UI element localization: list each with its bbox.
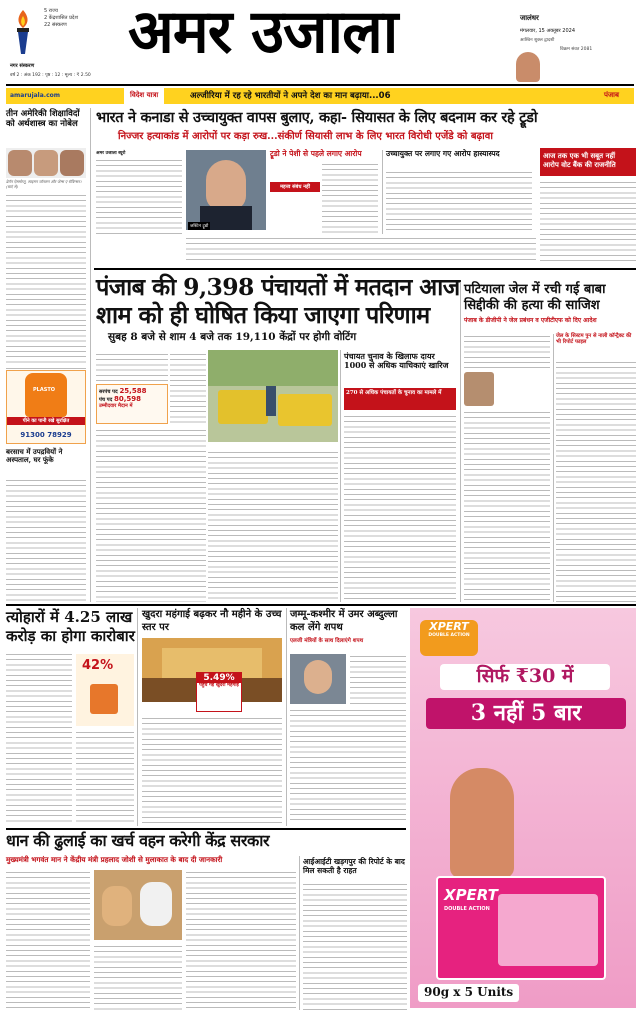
site-link[interactable]: amarujala.com — [10, 92, 61, 99]
masthead — [0, 0, 640, 86]
trudeau-caption: जस्टिन ट्रूडो — [190, 224, 209, 229]
nobel-title: तीन अमेरिकी शिक्षाविदों को अर्थशास्त्र का नोबेल — [6, 109, 80, 129]
panchayat-side-title: पंचायत चुनाव के खिलाफ दायर 1000 से अधिक याचिकाएं खारिज — [344, 351, 449, 371]
lead-label: महत्त्व संबंध नहीं — [270, 182, 320, 192]
samvat: विक्रम संवत 2081 — [560, 47, 593, 52]
nobel-caption: डेरॉन ऐसमोग्लू, साइमन जॉनसन और जेम्स ए रॉबिन्सन। (बाएं से) — [6, 179, 82, 189]
edition-badges: 5 राज्य 2 केंद्रशासित प्रदेश 22 संस्करण — [44, 8, 78, 28]
lead-subhead: निज्जर हत्याकांड में आरोपों पर कड़ा रुख...संकीर्ण सियासी लाभ के लिए भारत विरोधी एजेंडे को बढ़ावा — [118, 131, 493, 142]
lead-box — [540, 148, 636, 176]
hindi-date: आश्विन शुक्ल द्वादशी — [520, 38, 555, 43]
omar-photo — [290, 654, 346, 704]
inflation-badge: 5.49% पहुंच गई खुदरा महंगाई — [196, 672, 242, 712]
detergent-ad[interactable] — [410, 608, 636, 1008]
ticker-text[interactable]: अल्जीरिया में रह रहे भारतीयों ने अपने देश का मान बढ़ाया...06 — [190, 91, 391, 101]
panchayat-subhead: सुबह 8 बजे से शाम 4 बजे तक 19,110 केंद्रों पर होगी वोटिंग — [108, 331, 357, 343]
panchayat-stat-box — [96, 384, 168, 424]
edition-name: नगर संस्करण — [10, 63, 35, 69]
festival-graphic — [76, 654, 134, 726]
torch-logo-icon — [10, 8, 36, 56]
jail-col1 — [464, 334, 550, 370]
ad-logo: XPERT DOUBLE ACTION — [420, 620, 478, 656]
ad-pack-size: 90g x 5 Units — [418, 984, 519, 1002]
ad-model — [450, 768, 514, 878]
paddy-subhead: मुख्यमंत्री भगवंत मान ने केंद्रीय मंत्री प्रहलाद जोशी से मुलाकात के बाद दी जानकारी — [6, 855, 223, 864]
water-tank-icon — [25, 373, 67, 417]
paddy-col1 — [6, 870, 90, 1010]
lead-headline: भारत ने कनाडा से उच्चायुक्त वापस बुलाए, कहा- सियासत के लिए बदनाम कर रहे ट्रूडो — [96, 109, 538, 126]
panchayat-photo — [208, 350, 338, 442]
inflation-headline: खुदरा महंगाई बढ़कर नौ महीने के उच्च स्तर पर — [142, 609, 282, 633]
paddy-side-body — [303, 882, 407, 1010]
ad-brand: PLASTO — [33, 387, 55, 393]
panchayat-headline: पंजाब की 9,398 पंचायतों में मतदान आज शाम को ही घोषित किया जाएगा परिणाम — [96, 273, 460, 329]
paddy-photo — [94, 870, 182, 940]
lead-col2 — [322, 162, 378, 234]
nobel-body — [6, 193, 86, 365]
ticker-bar — [6, 88, 634, 104]
panchayat-box: 270 से अधिक पंचायतों के चुनाव का मामले में — [344, 388, 456, 410]
trudeau-photo — [186, 150, 266, 230]
ad-product-pack: XPERT DOUBLE ACTION — [436, 876, 606, 980]
festival-col2 — [76, 730, 134, 824]
ad-tag: पीने का पानी रखे सुरक्षित — [7, 417, 85, 425]
side-story-title: बरसाच में उपद्रवियों ने अस्पताल, घर फूंके — [6, 447, 63, 465]
jk-subhead: एलजी मंत्रियों के साथ दिलाएंगे शपथ — [290, 638, 364, 644]
jk-headline: जम्मू-कश्मीर में उमर अब्दुल्ला कल लेंगे शपथ — [290, 609, 398, 633]
lead-box-title: आज तक एक भी सबूत नहीं आरोप वोट बैंक की राजनीति — [543, 151, 616, 169]
festival-percent: 42% — [82, 658, 114, 673]
masthead-logo: अमर उजाला — [128, 0, 398, 67]
lead-mid-title: ट्रूडो ने पेशी से पहले लगाए आरोप — [270, 149, 362, 158]
lead-col1 — [96, 158, 182, 234]
portrait-avatar — [516, 52, 540, 82]
jail-col3 — [556, 360, 636, 602]
jail-photo — [464, 372, 494, 406]
stat3: उम्मीदवार मैदान में — [99, 403, 133, 409]
jk-col2 — [290, 708, 406, 824]
lead-bureau: अमर उजाला ब्यूरो — [96, 151, 126, 156]
city: जालंधर — [520, 14, 539, 22]
nobel-photo — [6, 148, 86, 178]
paddy-side-title: आईआईटी खड़गपुर की रिपोर्ट के बाद मिल सकती है राहत — [303, 857, 405, 875]
jail-box-title: जेल के सिस्टम पुन से नाली कॉन्ट्रैक्ट की भी रिपोर्ट फाइल — [556, 333, 632, 345]
ticker-label[interactable]: विदेश यात्रा — [124, 88, 164, 104]
jail-col2 — [464, 410, 550, 602]
panchayat-col4 — [208, 450, 338, 602]
stat1: सरपंच पद 25,588 — [99, 387, 147, 395]
panchayat-col3 — [96, 428, 206, 602]
masthead-rule — [6, 84, 634, 86]
lead-col4 — [186, 236, 536, 264]
ad-phone: 91300 78929 — [20, 431, 72, 439]
panchayat-col2 — [170, 352, 206, 424]
date: मंगलवार, 15 अक्तूबर 2024 — [520, 28, 576, 34]
panchayat-col1 — [96, 352, 168, 382]
inflation-col1 — [142, 716, 282, 824]
festival-headline: त्योहारों में 4.25 लाख करोड़ का होगा कारोबार — [6, 608, 135, 645]
ad-price-text: सिर्फ ₹30 में — [440, 664, 610, 690]
jk-col1 — [350, 654, 406, 704]
stat2: पंच पद 80,598 — [99, 395, 142, 403]
paddy-col3 — [186, 870, 296, 1010]
ad-main: 3 नहीं 5 बार — [426, 698, 626, 729]
gift-icon — [90, 684, 118, 714]
lead-col3 — [386, 170, 532, 234]
side-story-body — [6, 478, 86, 602]
paddy-col2 — [94, 944, 182, 1010]
lead-right-title: उच्चायुक्त पर लगाए गए आरोप हास्यास्पद — [386, 149, 500, 158]
panchayat-side-body — [344, 414, 456, 602]
issue-line: वर्ष 2 : अंक 192 : पृष्ठ : 12 : मूल्य : ₹ 2.50 — [10, 73, 91, 78]
lead-box-body — [540, 180, 636, 264]
region-label: पंजाब — [604, 91, 619, 99]
jail-subhead: पंजाब के डीजीपी ने जेल प्रबंधन व एजीटीएफ को दिए आदेश — [464, 317, 597, 324]
jail-headline: पटियाला जेल में रची गई बाबा सिद्दीकी की हत्या की साजिश — [464, 282, 606, 313]
water-tank-ad — [6, 370, 86, 444]
festival-col1 — [6, 652, 72, 824]
paddy-headline: धान की ढुलाई का खर्च वहन करेगी केंद्र सरकार — [6, 831, 270, 850]
